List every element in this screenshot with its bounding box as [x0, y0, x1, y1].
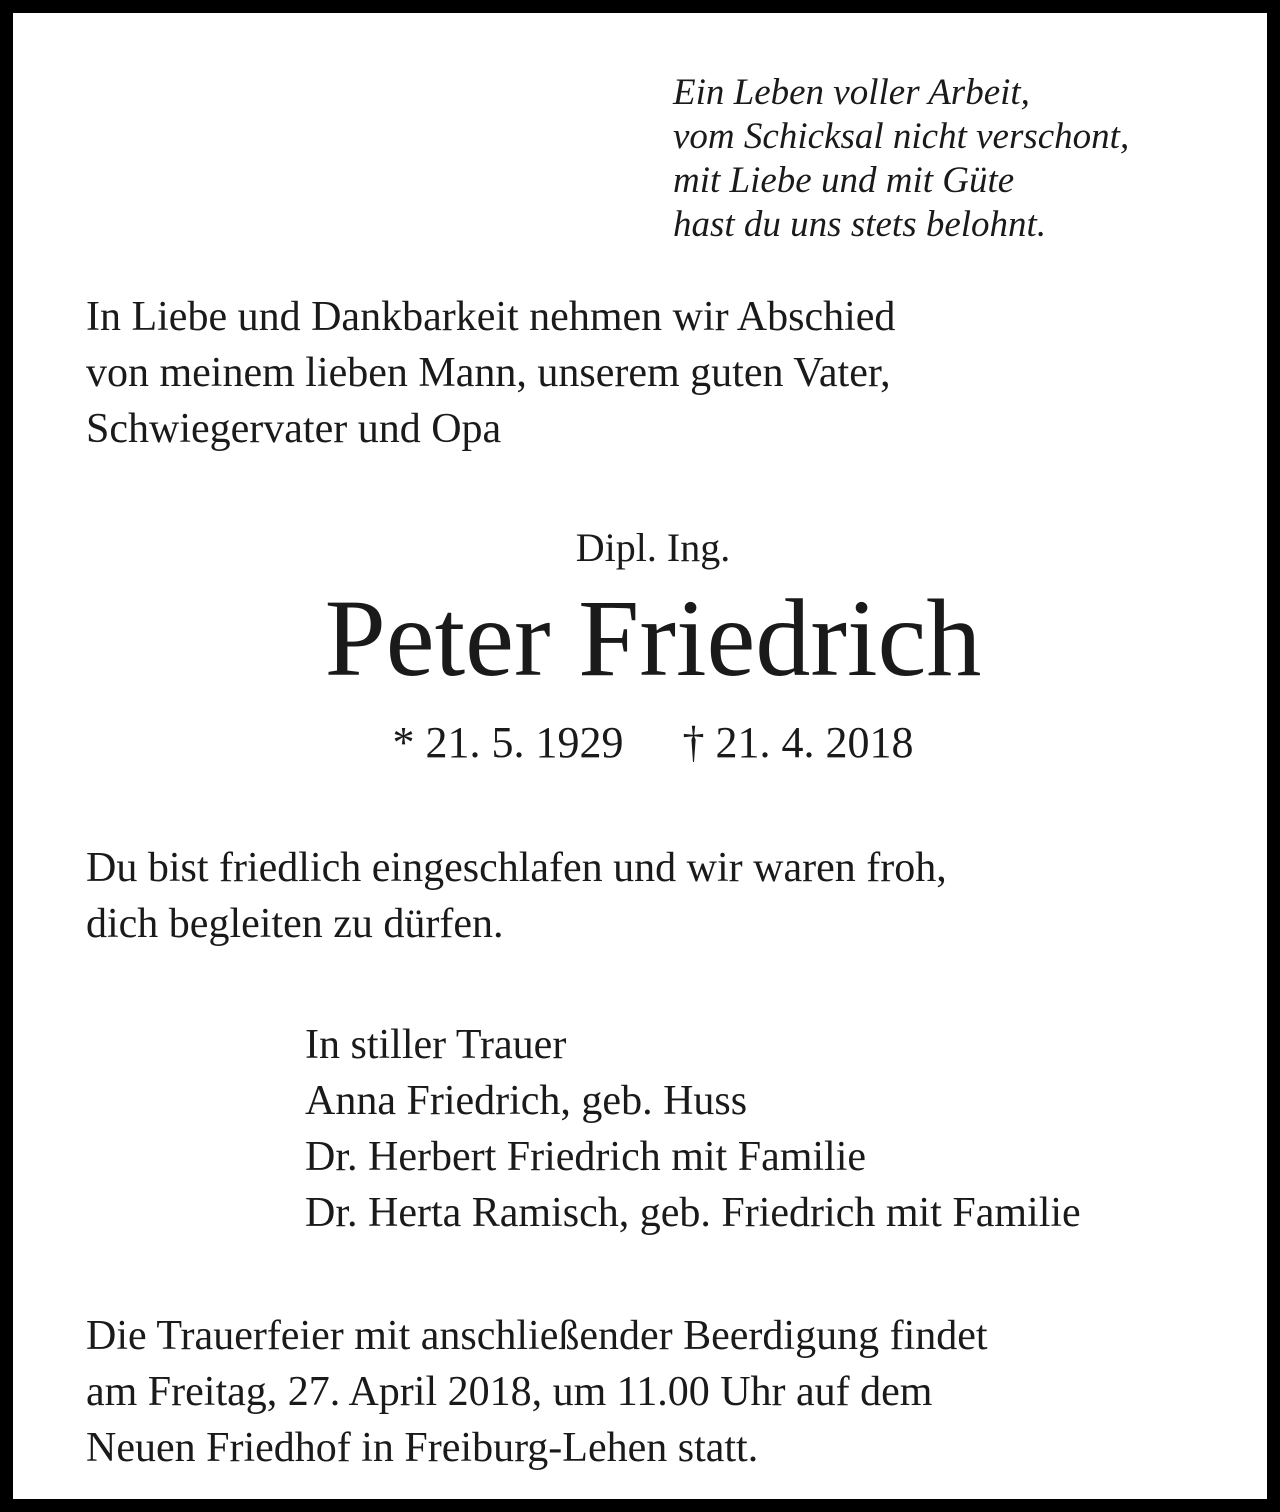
deceased-name: Peter Friedrich — [324, 577, 982, 699]
farewell-line: Du bist friedlich eingeschlafen und wir waren froh, — [86, 845, 947, 891]
intro-text — [86, 289, 895, 457]
life-dates — [13, 713, 1280, 773]
motto-poem — [673, 71, 1129, 247]
academic-title: Dipl. Ing. — [575, 525, 731, 570]
motto-line: vom Schicksal nicht verschont, — [673, 116, 1130, 157]
motto-line: Ein Leben voller Arbeit, — [673, 72, 1030, 113]
funeral-notice — [86, 1308, 988, 1476]
mourner-name: Dr. Herbert Friedrich mit Familie — [305, 1134, 867, 1180]
intro-line: von meinem lieben Mann, unserem guten Vater, — [86, 350, 891, 396]
mourners-list — [305, 1017, 1081, 1241]
motto-line: mit Liebe und mit Güte — [673, 160, 1015, 201]
motto-line: hast du uns stets belohnt. — [673, 204, 1047, 245]
mourners-heading: In stiller Trauer — [305, 1022, 567, 1068]
funeral-line: Neuen Friedhof in Freiburg-Lehen statt. — [86, 1425, 759, 1471]
funeral-line: am Freitag, 27. April 2018, um 11.00 Uhr auf dem — [86, 1369, 933, 1415]
birth-date: * 21. 5. 1929 — [392, 718, 624, 767]
mourner-name: Dr. Herta Ramisch, geb. Friedrich mit Familie — [305, 1190, 1081, 1236]
farewell-text — [86, 840, 947, 952]
farewell-line: dich begleiten zu dürfen. — [86, 901, 504, 947]
intro-line: Schwiegervater und Opa — [86, 406, 502, 452]
funeral-line: Die Trauerfeier mit anschließender Beerdigung findet — [86, 1313, 988, 1359]
intro-line: In Liebe und Dankbarkeit nehmen wir Abschied — [86, 294, 896, 340]
mourner-name: Anna Friedrich, geb. Huss — [305, 1078, 748, 1124]
death-date: † 21. 4. 2018 — [682, 718, 914, 767]
